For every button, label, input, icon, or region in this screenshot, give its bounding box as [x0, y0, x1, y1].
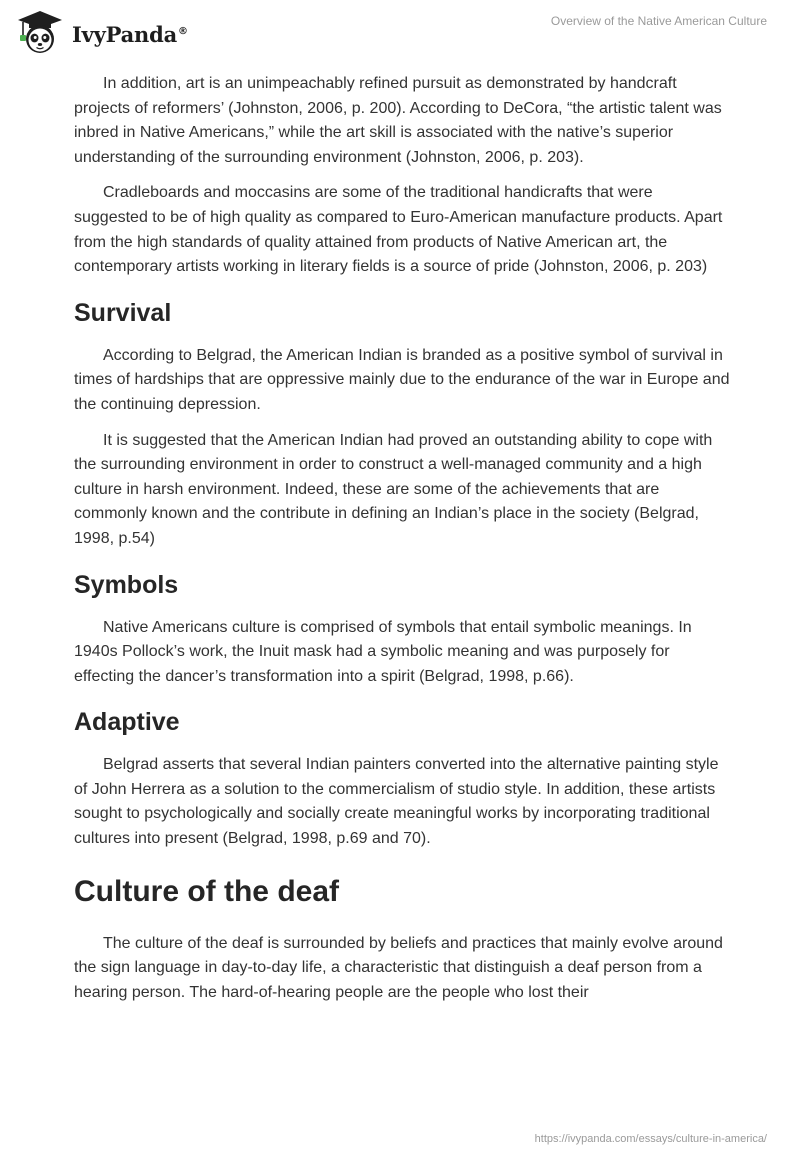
- paragraph: In addition, art is an unimpeachably refined pursuit as demonstrated by handcraft projects of reformers’ (Johnston, 2006, p. 200). According to DeCora, “the artistic talent was inbred in Native Americans,” while the art skill is associated with the native’s superior understanding of the surrounding environment (Johnston, 2006, p. 203).: [74, 75, 722, 166]
- section-heading-culture-of-the-deaf: Culture of the deaf: [74, 874, 340, 908]
- paragraph: Cradleboards and moccasins are some of the traditional handicrafts that were suggested to be of high quality as compared to Euro-American manufacture products. Apart from the high standards of quality attained from products of Native American art, the contemporary artists working in literary fields is a source of pride (Johnston, 2006, p. 203): [74, 184, 723, 276]
- ivypanda-logo-link[interactable]: [14, 8, 188, 56]
- registered-mark: ®: [178, 25, 188, 37]
- paragraph: It is suggested that the American Indian had proved an outstanding ability to cope with the surrounding environment in order to construct a well-managed community and a high culture in harsh environment. Indeed, these are some of the achievements that are commonly known and the contribute in defining an Indian’s place in the society (Belgrad, 1998, p.54): [74, 431, 713, 547]
- paragraph: The culture of the deaf is surrounded by beliefs and practices that mainly evolve around the sign language in day-to-day life, a characteristic that distinguish a deaf person from a hearing person. The hard-of-hearing people are the people who lost their: [74, 934, 723, 1001]
- page-header: [0, 0, 800, 70]
- section-heading-survival: Survival: [74, 298, 172, 327]
- paragraph: According to Belgrad, the American Indian is branded as a positive symbol of survival in times of hardships that are oppressive mainly due to the endurance of the war in Europe and the continuing depression.: [74, 346, 730, 413]
- panda-graduation-cap-icon: [14, 8, 66, 56]
- paragraph: Belgrad asserts that several Indian painters converted into the alternative painting style of John Herrera as a solution to the commercialism of studio style. In addition, these artists sought to psychologically and socially create meaningful works by incorporating traditional cultures into present (Belgrad, 1998, p.69 and 70).: [74, 756, 719, 848]
- section-heading-symbols: Symbols: [74, 570, 179, 599]
- document-title: Overview of the Native American Culture: [550, 14, 767, 28]
- source-url: https://ivypanda.com/essays/culture-in-america/: [534, 1133, 767, 1145]
- essay-content: [74, 72, 730, 1016]
- logo-wordmark: IvyPanda®: [72, 21, 188, 47]
- section-heading-adaptive: Adaptive: [74, 708, 180, 737]
- paragraph: Native Americans culture is comprised of symbols that entail symbolic meanings. In 1940s Pollock’s work, the Inuit mask had a symbolic meaning and was purposely for effecting the dancer’s transformation into a spirit (Belgrad, 1998, p.66).: [74, 618, 692, 685]
